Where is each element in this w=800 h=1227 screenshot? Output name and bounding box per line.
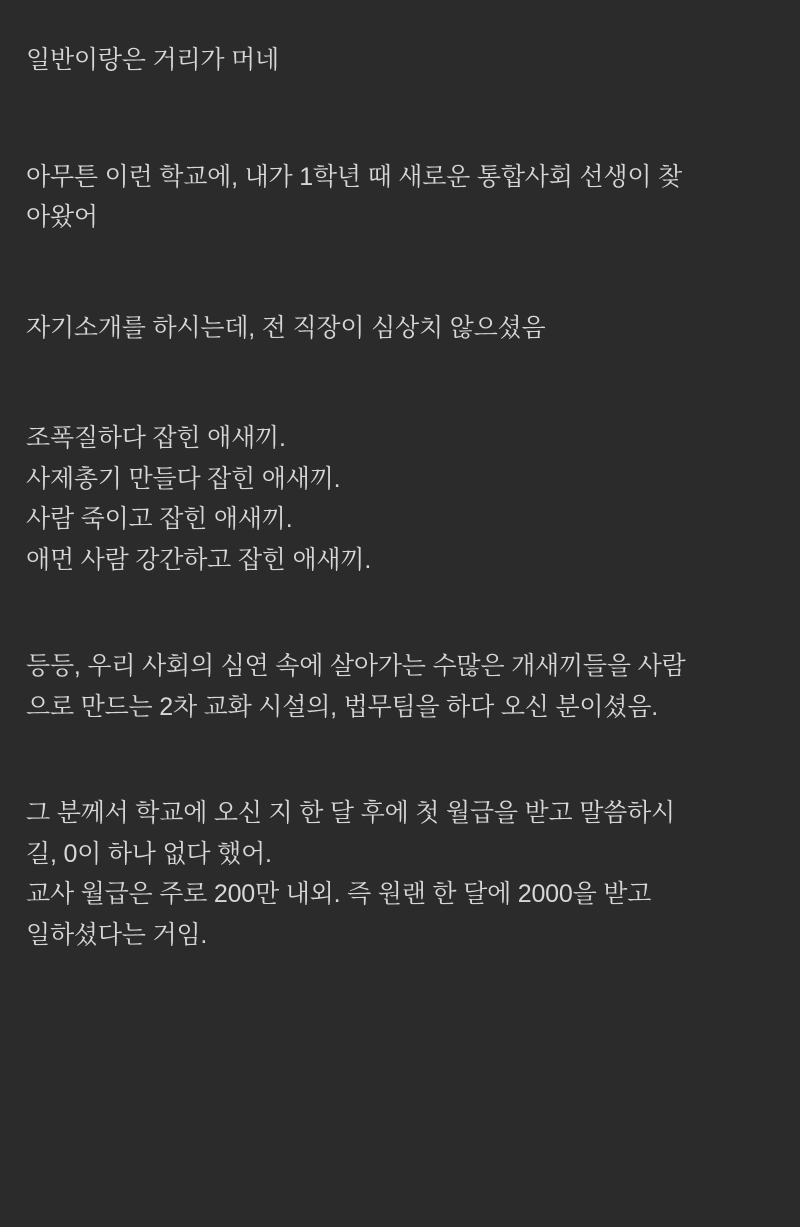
text-line: 으로 만드는 2차 교화 시설의, 법무팀을 하다 오신 분이셨음. — [26, 692, 659, 721]
text-line: 자기소개를 하시는데, 전 직장이 심상치 않으셨음 — [26, 313, 546, 342]
spacer — [26, 81, 774, 157]
paragraph-salary — [26, 793, 774, 955]
paragraph-explanation — [26, 646, 774, 727]
text-line: 교사 월급은 주로 200만 내외. 즉 원랜 한 달에 2000을 받고 — [26, 880, 652, 908]
text-line: 아무튼 이런 학교에, 내가 1학년 때 새로운 통합사회 선생이 찾 — [26, 162, 682, 191]
paragraph-self-intro — [26, 308, 774, 349]
spacer — [26, 727, 774, 793]
text-line: 길, 0이 하나 없다 했어. — [26, 839, 272, 868]
paragraph-inmate-list — [26, 418, 774, 580]
text-line: 조폭질하다 잡힌 애새끼. — [26, 424, 286, 452]
text-line: 그 분께서 학교에 오신 지 한 달 후에 첫 월급을 받고 말씀하시 — [26, 799, 676, 827]
text-line: 일하셨다는 거임. — [26, 920, 208, 949]
text-line: 등등, 우리 사회의 심연 속에 살아가는 수많은 개새끼들을 사람 — [26, 652, 686, 680]
spacer — [26, 238, 774, 308]
text-line: 아왔어 — [26, 203, 98, 231]
spacer — [26, 580, 774, 646]
text-line: 일반이랑은 거리가 머네 — [26, 46, 279, 74]
paragraph-intro — [26, 40, 774, 81]
text-line: 애먼 사람 강간하고 잡힌 애새끼. — [26, 545, 372, 574]
paragraph-new-teacher — [26, 157, 774, 238]
text-line: 사제총기 만들다 잡힌 애새끼. — [26, 464, 341, 493]
spacer — [26, 348, 774, 418]
text-line: 사람 죽이고 잡힌 애새끼. — [26, 505, 293, 533]
